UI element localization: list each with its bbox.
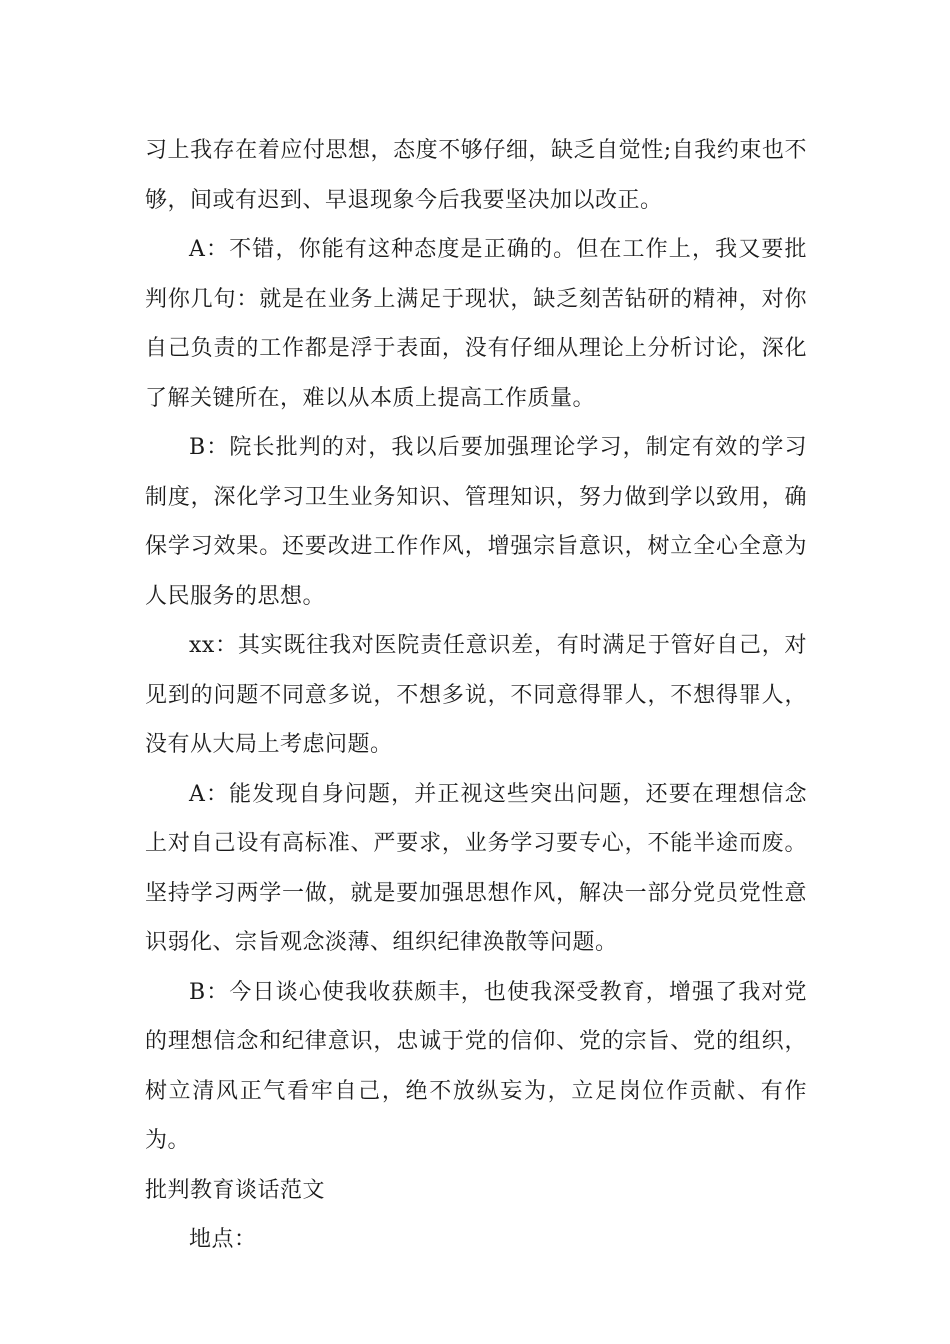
dialogue-paragraph-a-1: A：不错，你能有这种态度是正确的。但在工作上，我又要批判你几句：就是在业务上满足于现状，缺乏刻苦钻研的精神，对你自己负责的工作都是浮于表面，没有仔细从理论上分析讨论，深化了解关键所在，难以从本质上提高工作质量。	[145, 237, 807, 411]
document-page	[145, 126, 807, 1265]
dialogue-paragraph-a-2: A：能发现自身问题，并正视这些突出问题，还要在理想信念上对自己设有高标准、严要求，业务学习要专心，不能半途而废。坚持学习两学一做，就是要加强思想作风，解决一部分党员党性意识弱化、宗旨观念淡薄、组织纪律涣散等问题。	[145, 781, 807, 955]
location-label: 地点：	[189, 1227, 257, 1252]
paragraph-continuation: 习上我存在着应付思想，态度不够仔细，缺乏自觉性;自我约束也不够，间或有迟到、早退现象今后我要坚决加以改正。	[145, 138, 807, 213]
dialogue-paragraph-b-2: B：今日谈心使我收获颇丰，也使我深受教育，增强了我对党的理想信念和纪律意识，忠诚于党的信仰、党的宗旨、党的组织，树立清风正气看牢自己，绝不放纵妄为，立足岗位作贡献、有作为。	[145, 979, 807, 1153]
dialogue-paragraph-b-1: B：院长批判的对，我以后要加强理论学习，制定有效的学习制度，深化学习卫生业务知识、管理知识，努力做到学以致用，确保学习效果。还要改进工作作风，增强宗旨意识，树立全心全意为人民服务的思想。	[145, 435, 807, 609]
section-heading: 批判教育谈话范文	[145, 1177, 326, 1203]
dialogue-paragraph-xx: xx：其实既往我对医院责任意识差，有时满足于管好自己，对见到的问题不同意多说，不想多说，不同意得罪人，不想得罪人，没有从大局上考虑问题。	[145, 633, 807, 757]
